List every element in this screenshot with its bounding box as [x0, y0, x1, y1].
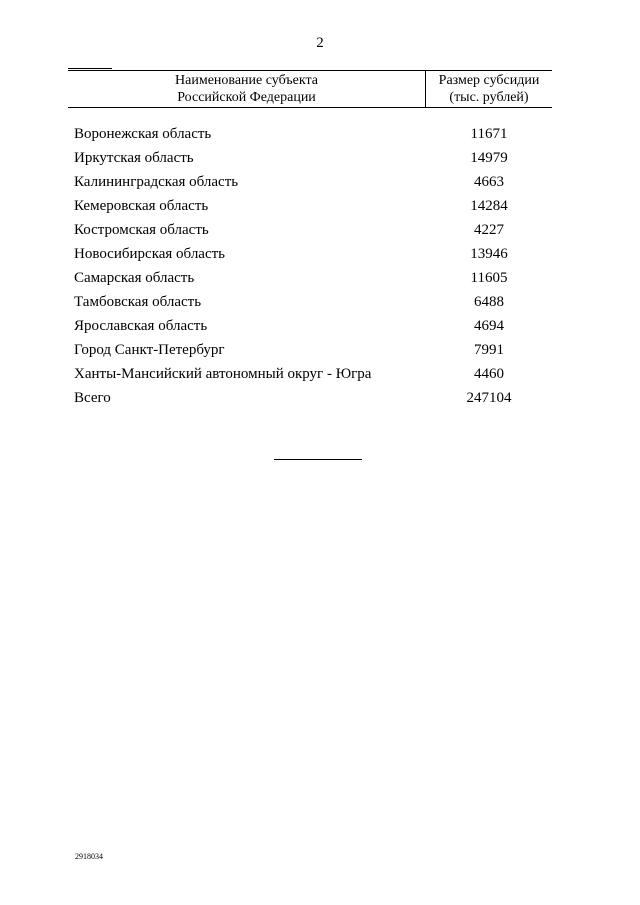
column-header-amount-line1: Размер субсидии — [438, 73, 540, 88]
page-number: 2 — [316, 35, 324, 51]
column-header-amount — [426, 72, 552, 106]
region-name: Кемеровская область — [74, 198, 209, 214]
subsidy-amount: 4460 — [474, 366, 504, 382]
region-name: Костромская область — [74, 222, 209, 238]
region-name: Город Санкт-Петербург — [74, 342, 225, 358]
region-name: Ханты-Мансийский автономный округ - Югра — [74, 366, 372, 382]
region-name: Калининградская область — [74, 174, 239, 190]
table-row — [74, 314, 552, 338]
table-row — [74, 194, 552, 218]
subsidy-amount: 13946 — [470, 246, 508, 262]
region-name: Ярославская область — [74, 318, 208, 334]
table-body — [74, 122, 552, 410]
column-header-region-line2: Российской Федерации — [177, 90, 316, 105]
region-name: Новосибирская область — [74, 246, 226, 262]
subsidy-table — [68, 70, 552, 406]
table-row — [74, 122, 552, 146]
column-header-region-line1: Наименование субъекта — [175, 73, 318, 88]
region-name: Воронежская область — [74, 126, 212, 142]
region-name: Тамбовская область — [74, 294, 202, 310]
table-row — [74, 242, 552, 266]
subsidy-amount: 11605 — [470, 270, 508, 286]
subsidy-amount: 11671 — [470, 126, 508, 142]
total-label: Всего — [74, 390, 111, 406]
table-row — [74, 362, 552, 386]
table-row-total — [74, 386, 552, 410]
table-row — [74, 146, 552, 170]
table-row — [74, 266, 552, 290]
header-top-rule — [68, 68, 112, 69]
subsidy-amount: 4663 — [474, 174, 504, 190]
subsidy-amount: 14284 — [470, 198, 508, 214]
table-row — [74, 218, 552, 242]
region-name: Самарская область — [74, 270, 195, 286]
region-name: Иркутская область — [74, 150, 194, 166]
document-code: 2918034 — [75, 852, 103, 861]
subsidy-amount: 14979 — [470, 150, 508, 166]
subsidy-amount: 6488 — [474, 294, 504, 310]
table-row — [74, 170, 552, 194]
column-header-region — [68, 72, 425, 106]
total-amount: 247104 — [466, 390, 512, 406]
subsidy-amount: 4227 — [474, 222, 504, 238]
subsidy-amount: 4694 — [474, 318, 504, 334]
table-row — [74, 290, 552, 314]
subsidy-amount: 7991 — [474, 342, 504, 358]
table-header — [68, 70, 552, 108]
end-of-document-rule — [274, 459, 362, 460]
column-header-amount-line2: (тыс. рублей) — [449, 90, 529, 105]
table-row — [74, 338, 552, 362]
